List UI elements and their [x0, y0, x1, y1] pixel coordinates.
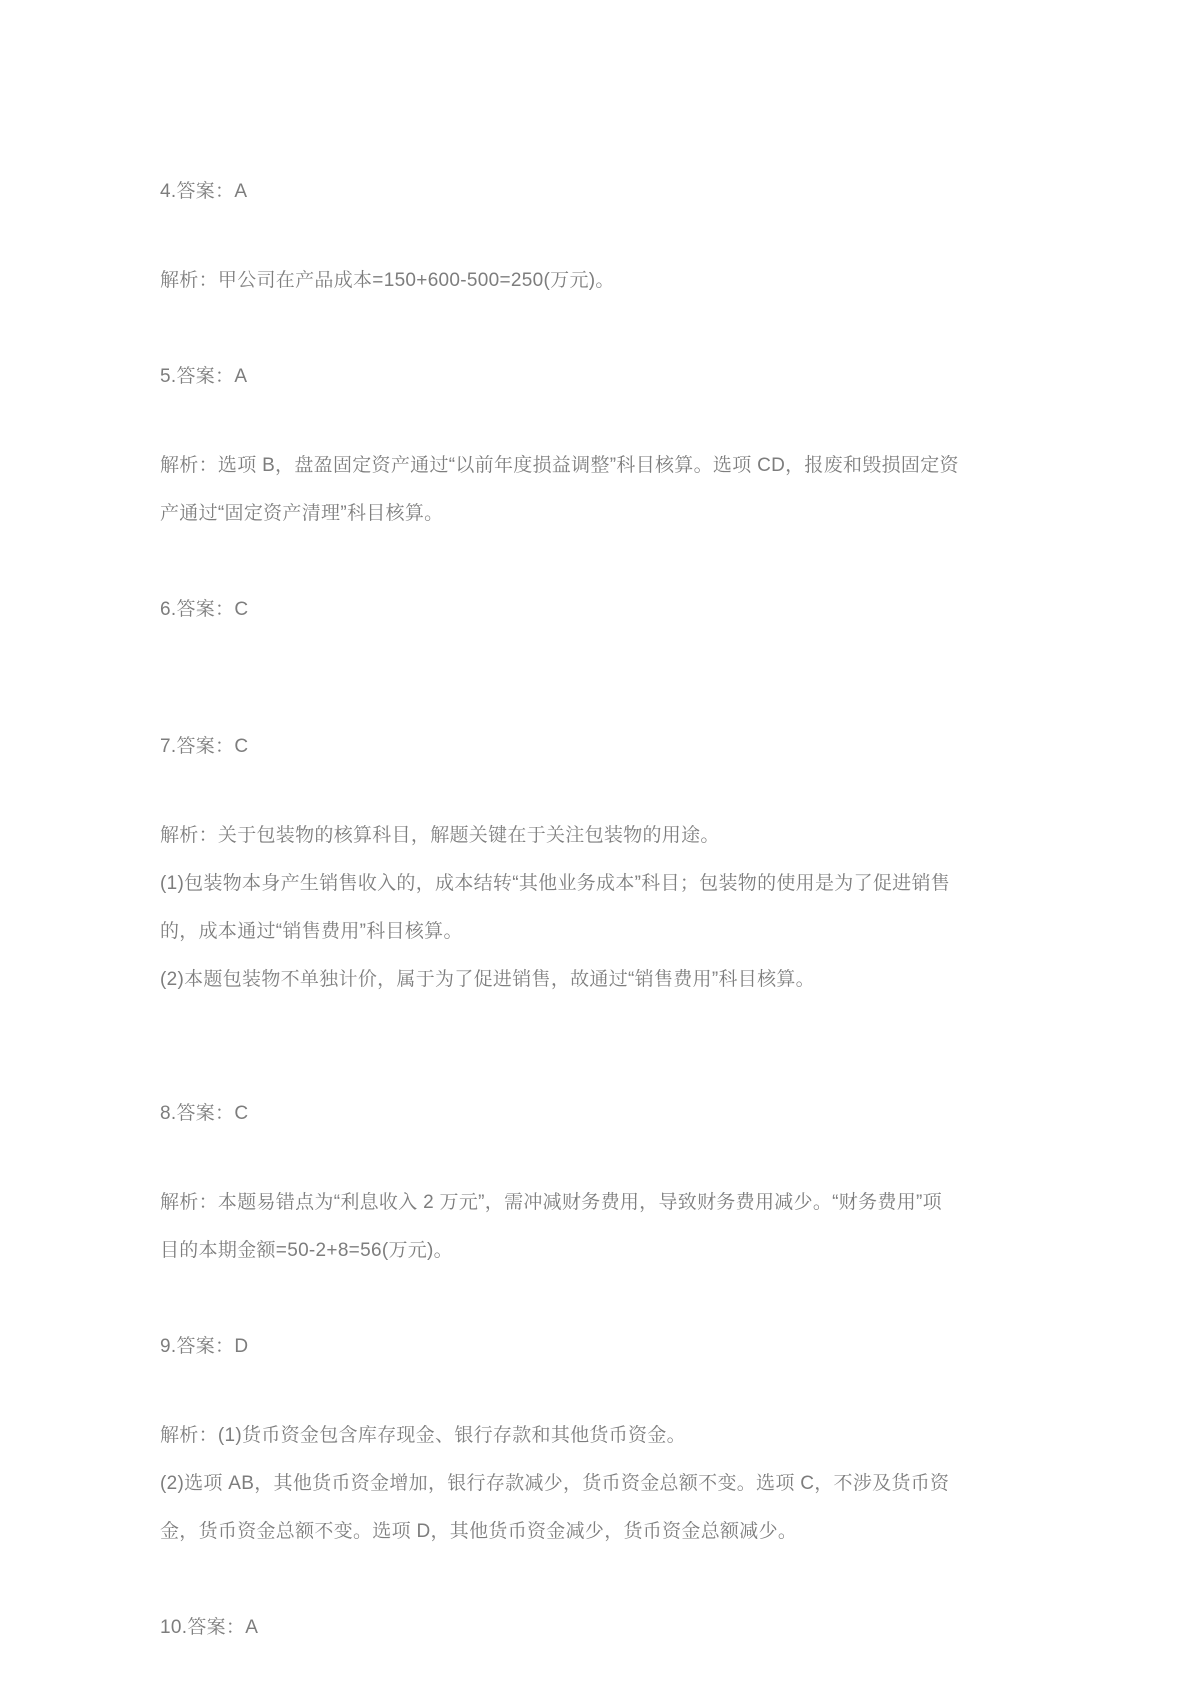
- answer-key-content: [160, 168, 960, 1655]
- spacer: [160, 1052, 960, 1090]
- explanation-line: 解析：(1)货币资金包含库存现金、银行存款和其他货币资金。: [160, 1425, 686, 1446]
- explanation-line: (2)本题包装物不单独计价，属于为了促进销售，故通过“销售费用”科目核算。: [160, 969, 815, 990]
- answer-block-8: [160, 1090, 960, 1275]
- answer-line: 9.答案：D: [160, 1336, 249, 1357]
- explanation-line: (2)选项 AB，其他货币资金增加，银行存款减少，货币资金总额不变。选项 C，不涉及货币资金，货币资金总额不变。选项 D，其他货币资金减少，货币资金总额减少。: [160, 1473, 950, 1542]
- answer-line: 6.答案：C: [160, 599, 249, 620]
- spacer: [160, 1141, 960, 1179]
- spacer: [160, 1004, 960, 1052]
- spacer: [160, 404, 960, 442]
- answer-block-5: [160, 353, 960, 538]
- answer-block-9: [160, 1323, 960, 1556]
- answer-block-6: [160, 586, 960, 634]
- answer-block-7: [160, 723, 960, 1004]
- answer-line: 8.答案：C: [160, 1103, 249, 1124]
- explanation-line: 解析：本题易错点为“利息收入 2 万元”，需冲减财务费用，导致财务费用减少。“财务费用”项目的本期金额=50-2+8=56(万元)。: [160, 1192, 942, 1261]
- spacer: [160, 305, 960, 353]
- spacer: [160, 685, 960, 723]
- spacer: [160, 774, 960, 812]
- spacer: [160, 219, 960, 257]
- answer-block-4: [160, 168, 960, 305]
- answer-line: 5.答案：A: [160, 366, 248, 387]
- explanation-line: 解析：甲公司在产品成本=150+600-500=250(万元)。: [160, 270, 615, 291]
- explanation-line: 解析：选项 B，盘盈固定资产通过“以前年度损益调整”科目核算。选项 CD，报废和毁损固定资产通过“固定资产清理”科目核算。: [160, 455, 959, 524]
- spacer: [160, 538, 960, 586]
- answer-block-10: [160, 1604, 960, 1652]
- spacer: [160, 1275, 960, 1323]
- spacer: [160, 1374, 960, 1412]
- spacer: [160, 1556, 960, 1604]
- spacer: [160, 637, 960, 685]
- explanation-line: 解析：关于包装物的核算科目，解题关键在于关注包装物的用途。: [160, 825, 720, 846]
- explanation-line: (1)包装物本身产生销售收入的，成本结转“其他业务成本”科目；包装物的使用是为了促进销售的，成本通过“销售费用”科目核算。: [160, 873, 951, 942]
- answer-line: 10.答案：A: [160, 1617, 259, 1638]
- answer-line: 7.答案：C: [160, 736, 249, 757]
- answer-line: 4.答案：A: [160, 181, 248, 202]
